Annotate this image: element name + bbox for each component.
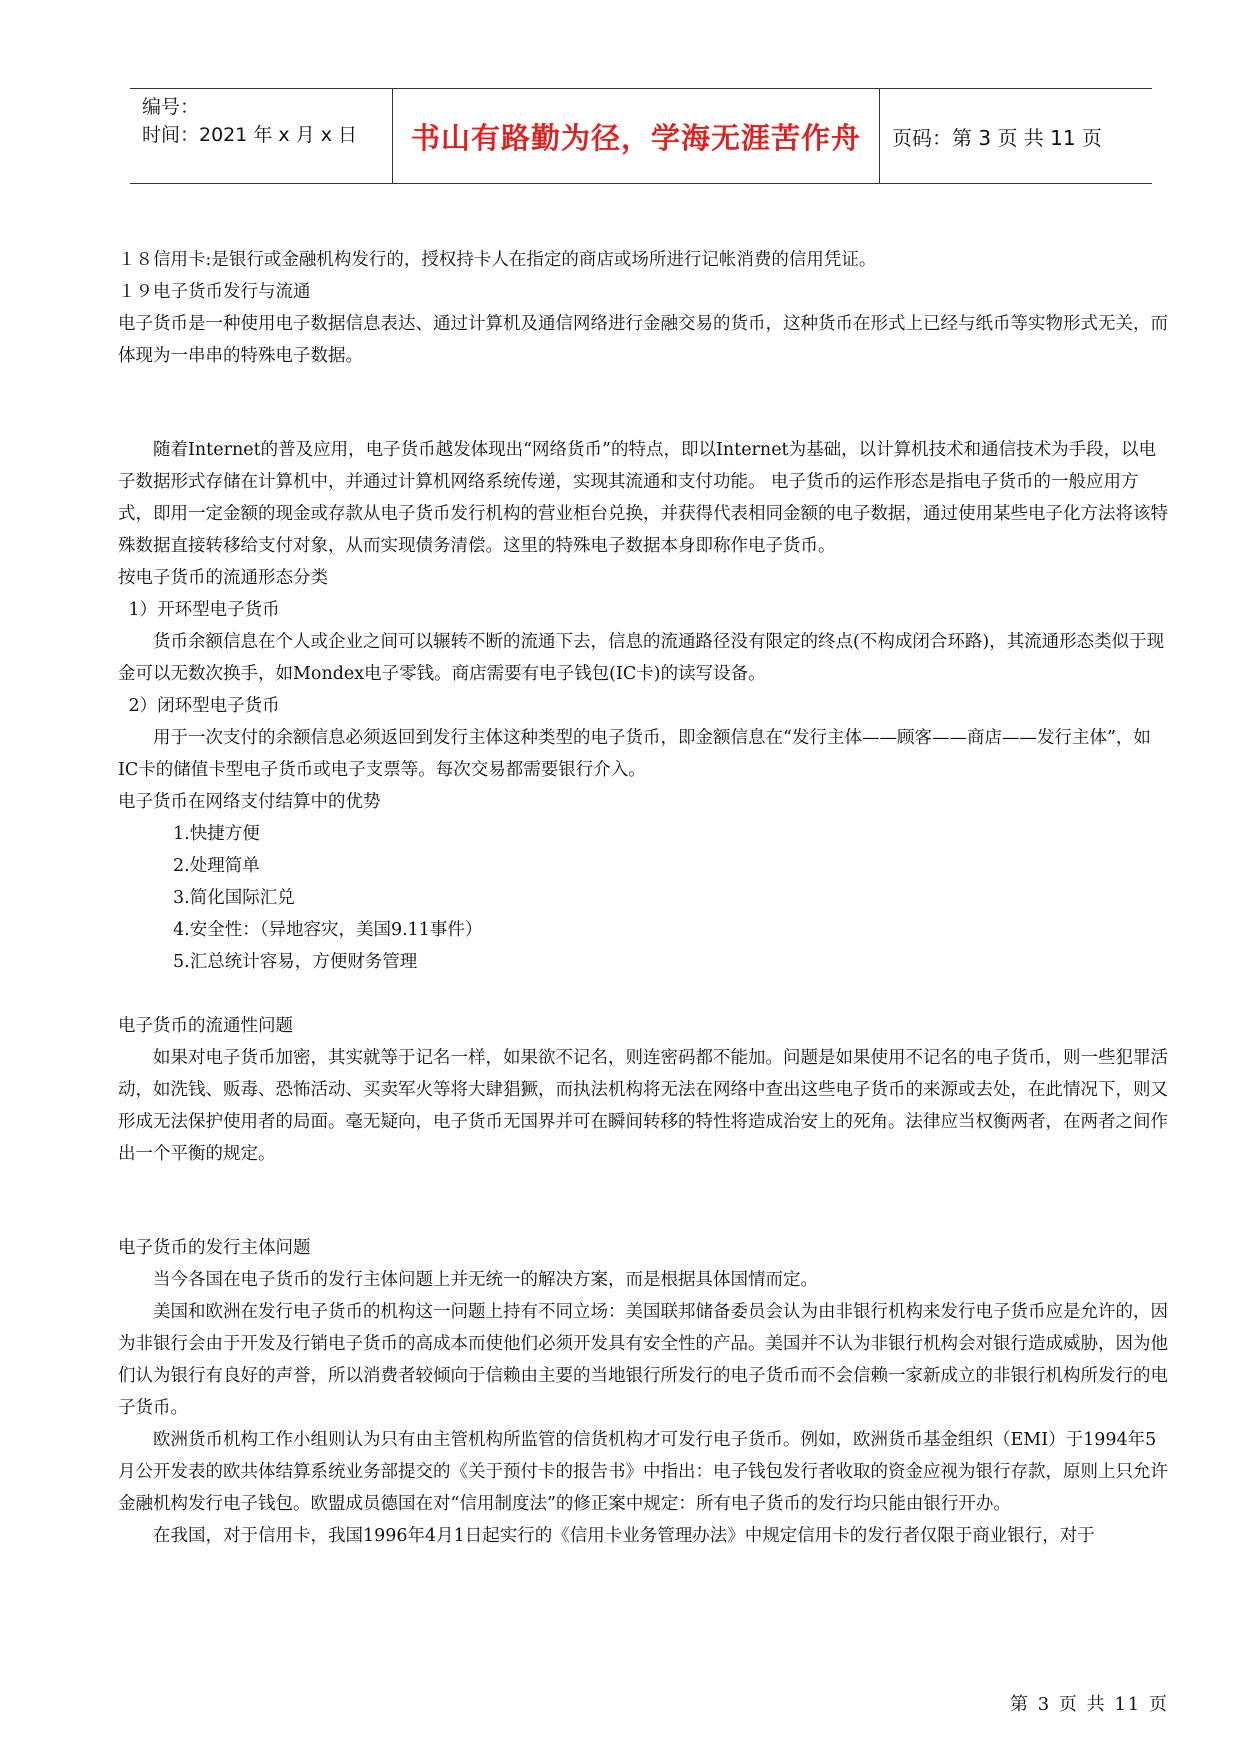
paragraph: 美国和欧洲在发行电子货币的机构这一问题上持有不同立场：美国联邦储备委员会认为由非银行机构来发行电子货币应是允许的，因为非银行会由于开发及行销电子货币的高成本而使他们必须开发具有安全性的产品。美国并不认为非银行机构会对银行造成威胁，因为他们认为银行有良好的声誉，所以消费者较倾向于信赖由主要的当地银行所发行的电子货币而不会信赖一家新成立的非银行机构所发行的电子货币。 xyxy=(118,1302,1168,1418)
spacer xyxy=(118,372,1168,434)
list-item: 5.汇总统计容易，方便财务管理 xyxy=(173,952,418,972)
document-header xyxy=(130,88,1152,184)
subheading: 2）闭环型电子货币 xyxy=(128,696,280,716)
spacer xyxy=(118,978,1168,1010)
section-heading: 电子货币的发行主体问题 xyxy=(118,1238,311,1258)
document-body xyxy=(118,244,1168,1552)
list-item: 3.简化国际汇兑 xyxy=(173,888,295,908)
paragraph: 电子货币是一种使用电子数据信息表达、通过计算机及通信网络进行金融交易的货币，这种货币在形式上已经与纸币等实物形式无关，而体现为一串串的特殊电子数据。 xyxy=(118,314,1168,366)
subheading: 1）开环型电子货币 xyxy=(128,600,280,620)
section-heading: 按电子货币的流通形态分类 xyxy=(118,568,328,588)
motto: 书山有路勤为径，学海无涯苦作舟 xyxy=(410,120,861,155)
paragraph: 如果对电子货币加密，其实就等于记名一样，如果欲不记名，则连密码都不能加。问题是如果使用不记名的电子货币，则一些犯罪活动，如洗钱、贩毒、恐怖活动、买卖军火等将大肆猖獗，而执法机构将无法在网络中查出这些电子货币的来源或去处，在此情况下，则又形成无法保护使用者的局面。毫无疑向，电子货币无国界并可在瞬间转移的特性将造成治安上的死角。法律应当权衡两者，在两者之间作出一个平衡的规定。 xyxy=(118,1048,1168,1164)
time-label: 时间：2021 年 x 月 x 日 xyxy=(142,124,358,146)
spacer xyxy=(118,1170,1168,1232)
paragraph: 随着Internet的普及应用，电子货币越发体现出“网络货币”的特点，即以Internet为基础，以计算机技术和通信技术为手段，以电子数据形式存储在计算机中，并通过计算机网络系统传递，实现其流通和支付功能。 电子货币的运作形态是指电子货币的一般应用方式，即用一定金额的现金或存款从电子货币发行机构的营业柜台兑换，并获得代表相同金额的电子数据，通过使用某些电子化方法将该特殊数据直接转移给支付对象，从而实现债务清偿。这里的特殊电子数据本身即称作电子货币。 xyxy=(118,440,1168,556)
header-motto-cell xyxy=(392,89,880,183)
page-code: 页码：第 3 页 共 11 页 xyxy=(892,125,1102,150)
list-item: 2.处理简单 xyxy=(173,856,260,876)
section-heading: １９电子货币发行与流通 xyxy=(118,282,311,302)
paragraph: 当今各国在电子货币的发行主体问题上并无统一的解决方案，而是根据具体国情而定。 xyxy=(153,1270,818,1290)
header-left-cell xyxy=(130,89,392,183)
paragraph: 欧洲货币机构工作小组则认为只有由主管机构所监管的信货机构才可发行电子货币。例如，欧洲货币基金组织（EMI）于1994年5月公开发表的欧共体结算系统业务部提交的《关于预付卡的报告书》中指出：电子钱包发行者收取的资金应视为银行存款，原则上只允许金融机构发行电子钱包。欧盟成员德国在对“信用制度法”的修正案中规定：所有电子货币的发行均只能由银行开办。 xyxy=(118,1430,1168,1514)
page-footer: 第 3 页 共 11 页 xyxy=(1010,1694,1169,1715)
paragraph: 用于一次支付的余额信息必须返回到发行主体这种类型的电子货币，即金额信息在“发行主体——顾客——商店——发行主体”，如IC卡的储值卡型电子货币或电子支票等。每次交易都需要银行介入。 xyxy=(118,728,1151,780)
section-heading: 电子货币在网络支付结算中的优势 xyxy=(118,792,381,812)
section-heading: 电子货币的流通性问题 xyxy=(118,1016,293,1036)
id-label: 编号： xyxy=(142,96,200,118)
paragraph: 在我国，对于信用卡，我国1996年4月1日起实行的《信用卡业务管理办法》中规定信用卡的发行者仅限于商业银行，对于 xyxy=(153,1526,1095,1546)
list-item: 4.安全性：（异地容灾，美国9.11事件） xyxy=(173,920,483,940)
paragraph: 货币余额信息在个人或企业之间可以辗转不断的流通下去，信息的流通路径没有限定的终点(不构成闭合环路)，其流通形态类似于现金可以无数次换手，如Mondex电子零钱。商店需要有电子钱包(IC卡)的读写设备。 xyxy=(118,632,1165,684)
list-item: 1.快捷方便 xyxy=(173,824,260,844)
paragraph: １８信用卡:是银行或金融机构发行的，授权持卡人在指定的商店或场所进行记帐消费的信用凭证。 xyxy=(118,250,877,270)
header-page-cell xyxy=(880,89,1152,183)
